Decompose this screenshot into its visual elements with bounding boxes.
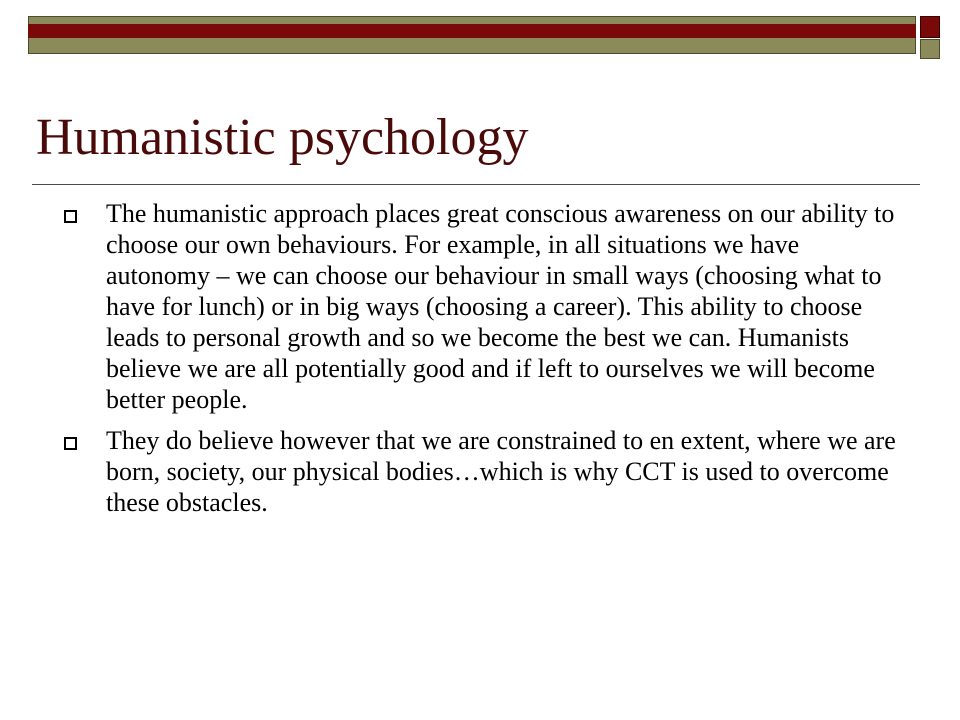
bullet-item-1: [64, 198, 904, 415]
bullet-text-1: The humanistic approach places great conscious awareness on our ability to choose our own behaviours. For example, in all situations we have autonomy – we can choose our behaviour in small ways (choosing what to have for lunch) or in big ways (choosing a career). This ability to choose leads to personal growth and so we become the best we can. Humanists believe we are all potentially good and if left to ourselves we will become better people.: [106, 199, 895, 414]
bullet-text-2: They do believe however that we are constrained to en extent, where we are born, society, our physical bodies…which is why CCT is used to overcome these obstacles.: [106, 426, 896, 517]
header-maroon-bar: [28, 24, 916, 38]
hollow-square-bullet-icon: [64, 210, 77, 223]
bullet-item-2: [64, 425, 904, 518]
corner-olive-square: [920, 39, 940, 59]
hollow-square-bullet-icon: [64, 437, 77, 450]
corner-maroon-square: [920, 16, 940, 38]
title-divider: [32, 184, 920, 185]
slide-title: Humanistic psychology: [36, 109, 529, 166]
bullet-list: [64, 198, 904, 528]
